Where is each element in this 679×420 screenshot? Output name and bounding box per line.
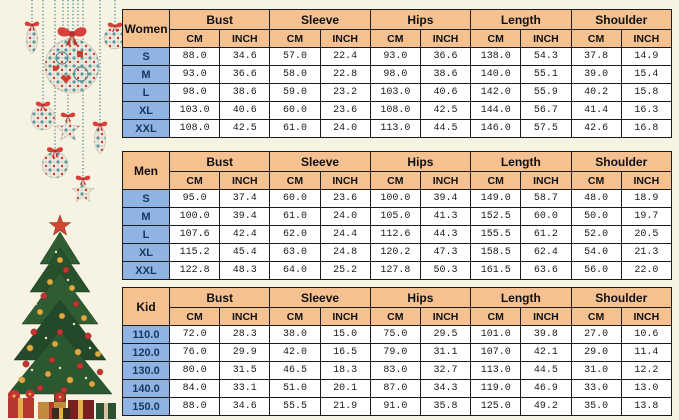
unit-header: INCH xyxy=(420,172,470,190)
value-cell: 107.6 xyxy=(170,226,220,244)
value-cell: 57.0 xyxy=(270,48,320,66)
value-cell: 103.0 xyxy=(370,84,420,102)
table-row xyxy=(123,380,672,398)
value-cell: 38.6 xyxy=(220,84,270,102)
value-cell: 25.2 xyxy=(320,262,370,280)
table-row xyxy=(123,362,672,380)
value-cell: 15.8 xyxy=(621,84,671,102)
value-cell: 122.8 xyxy=(170,262,220,280)
unit-header: INCH xyxy=(220,172,270,190)
value-cell: 158.5 xyxy=(471,244,521,262)
value-cell: 60.0 xyxy=(521,208,571,226)
value-cell: 22.8 xyxy=(320,66,370,84)
unit-header: INCH xyxy=(521,308,571,326)
value-cell: 62.4 xyxy=(521,244,571,262)
unit-header: CM xyxy=(170,172,220,190)
value-cell: 72.0 xyxy=(170,326,220,344)
value-cell: 31.0 xyxy=(571,362,621,380)
value-cell: 113.0 xyxy=(370,120,420,138)
unit-header: INCH xyxy=(621,172,671,190)
value-cell: 23.2 xyxy=(320,84,370,102)
value-cell: 93.0 xyxy=(170,66,220,84)
value-cell: 125.0 xyxy=(471,398,521,416)
unit-header: INCH xyxy=(420,308,470,326)
value-cell: 22.0 xyxy=(621,262,671,280)
value-cell: 100.0 xyxy=(170,208,220,226)
value-cell: 11.4 xyxy=(621,344,671,362)
table-row xyxy=(123,190,672,208)
value-cell: 12.2 xyxy=(621,362,671,380)
value-cell: 63.0 xyxy=(270,244,320,262)
unit-header: CM xyxy=(571,30,621,48)
value-cell: 38.6 xyxy=(420,66,470,84)
value-cell: 35.0 xyxy=(571,398,621,416)
measure-group-header: Bust xyxy=(170,152,270,172)
value-cell: 42.6 xyxy=(571,120,621,138)
size-cell: 150.0 xyxy=(123,398,170,416)
table-row xyxy=(123,226,672,244)
value-cell: 35.8 xyxy=(420,398,470,416)
value-cell: 107.0 xyxy=(471,344,521,362)
value-cell: 149.0 xyxy=(471,190,521,208)
value-cell: 41.3 xyxy=(420,208,470,226)
value-cell: 55.5 xyxy=(270,398,320,416)
value-cell: 39.4 xyxy=(220,208,270,226)
value-cell: 27.0 xyxy=(571,326,621,344)
value-cell: 61.0 xyxy=(270,208,320,226)
value-cell: 142.0 xyxy=(471,84,521,102)
value-cell: 21.3 xyxy=(621,244,671,262)
value-cell: 46.5 xyxy=(270,362,320,380)
value-cell: 48.3 xyxy=(220,262,270,280)
value-cell: 24.0 xyxy=(320,120,370,138)
value-cell: 79.0 xyxy=(370,344,420,362)
value-cell: 95.0 xyxy=(170,190,220,208)
value-cell: 55.9 xyxy=(521,84,571,102)
measure-group-header: Length xyxy=(471,152,571,172)
value-cell: 87.0 xyxy=(370,380,420,398)
value-cell: 41.4 xyxy=(571,102,621,120)
value-cell: 44.5 xyxy=(420,120,470,138)
size-cell: L xyxy=(123,84,170,102)
value-cell: 75.0 xyxy=(370,326,420,344)
size-tables xyxy=(122,0,679,420)
small-bauble-icon xyxy=(104,23,122,49)
measure-group-header: Hips xyxy=(370,10,470,30)
value-cell: 18.9 xyxy=(621,190,671,208)
teardrop-ornament-icon xyxy=(25,22,39,54)
table-header xyxy=(123,152,672,190)
value-cell: 54.0 xyxy=(571,244,621,262)
value-cell: 54.3 xyxy=(521,48,571,66)
measure-group-header: Shoulder xyxy=(571,152,672,172)
teardrop-ornament-icon xyxy=(93,122,107,154)
value-cell: 13.0 xyxy=(621,380,671,398)
value-cell: 59.0 xyxy=(270,84,320,102)
unit-header: INCH xyxy=(621,30,671,48)
value-cell: 40.6 xyxy=(220,102,270,120)
measure-group-header: Sleeve xyxy=(270,288,370,308)
table-row xyxy=(123,262,672,280)
value-cell: 28.3 xyxy=(220,326,270,344)
unit-header: INCH xyxy=(220,308,270,326)
value-cell: 10.6 xyxy=(621,326,671,344)
value-cell: 31.5 xyxy=(220,362,270,380)
table-row xyxy=(123,120,672,138)
value-cell: 88.0 xyxy=(170,398,220,416)
value-cell: 57.5 xyxy=(521,120,571,138)
value-cell: 32.7 xyxy=(420,362,470,380)
value-cell: 152.5 xyxy=(471,208,521,226)
table-row xyxy=(123,208,672,226)
measure-group-header: Shoulder xyxy=(571,10,672,30)
value-cell: 31.1 xyxy=(420,344,470,362)
value-cell: 98.0 xyxy=(370,66,420,84)
table-header xyxy=(123,288,672,326)
value-cell: 52.0 xyxy=(571,226,621,244)
value-cell: 140.0 xyxy=(471,66,521,84)
measure-group-header: Length xyxy=(471,10,571,30)
value-cell: 91.0 xyxy=(370,398,420,416)
size-cell: 120.0 xyxy=(123,344,170,362)
table-row xyxy=(123,102,672,120)
value-cell: 34.6 xyxy=(220,48,270,66)
value-cell: 24.0 xyxy=(320,208,370,226)
size-cell: M xyxy=(123,208,170,226)
value-cell: 61.0 xyxy=(270,120,320,138)
value-cell: 37.4 xyxy=(220,190,270,208)
value-cell: 44.5 xyxy=(521,362,571,380)
value-cell: 64.0 xyxy=(270,262,320,280)
value-cell: 50.0 xyxy=(571,208,621,226)
value-cell: 144.0 xyxy=(471,102,521,120)
unit-header: CM xyxy=(370,172,420,190)
value-cell: 120.2 xyxy=(370,244,420,262)
size-cell: 130.0 xyxy=(123,362,170,380)
group-header-row xyxy=(123,288,672,308)
measure-group-header: Length xyxy=(471,288,571,308)
value-cell: 51.0 xyxy=(270,380,320,398)
value-cell: 58.0 xyxy=(270,66,320,84)
value-cell: 24.4 xyxy=(320,226,370,244)
value-cell: 42.4 xyxy=(220,226,270,244)
value-cell: 44.3 xyxy=(420,226,470,244)
unit-header: CM xyxy=(471,172,521,190)
measure-group-header: Shoulder xyxy=(571,288,672,308)
unit-header: INCH xyxy=(420,30,470,48)
value-cell: 80.0 xyxy=(170,362,220,380)
table-row xyxy=(123,84,672,102)
value-cell: 14.9 xyxy=(621,48,671,66)
size-cell: 110.0 xyxy=(123,326,170,344)
value-cell: 155.5 xyxy=(471,226,521,244)
unit-header-row xyxy=(123,172,672,190)
value-cell: 15.0 xyxy=(320,326,370,344)
value-cell: 42.1 xyxy=(521,344,571,362)
unit-header: CM xyxy=(270,308,320,326)
size-cell: XL xyxy=(123,244,170,262)
value-cell: 39.4 xyxy=(420,190,470,208)
hanging-ornaments-illustration xyxy=(0,0,122,212)
value-cell: 119.0 xyxy=(471,380,521,398)
size-cell: XXL xyxy=(123,120,170,138)
value-cell: 20.1 xyxy=(320,380,370,398)
measure-group-header: Hips xyxy=(370,152,470,172)
value-cell: 16.8 xyxy=(621,120,671,138)
table-title-cell: Kid xyxy=(123,288,170,326)
christmas-decorations xyxy=(0,0,122,420)
value-cell: 37.8 xyxy=(571,48,621,66)
value-cell: 60.0 xyxy=(270,190,320,208)
value-cell: 34.6 xyxy=(220,398,270,416)
value-cell: 49.2 xyxy=(521,398,571,416)
unit-header: CM xyxy=(571,172,621,190)
unit-header: INCH xyxy=(521,30,571,48)
value-cell: 93.0 xyxy=(370,48,420,66)
measure-group-header: Bust xyxy=(170,10,270,30)
value-cell: 19.7 xyxy=(621,208,671,226)
value-cell: 42.5 xyxy=(420,102,470,120)
size-cell: 140.0 xyxy=(123,380,170,398)
value-cell: 40.6 xyxy=(420,84,470,102)
unit-header: INCH xyxy=(521,172,571,190)
value-cell: 105.0 xyxy=(370,208,420,226)
value-cell: 45.4 xyxy=(220,244,270,262)
group-header-row xyxy=(123,10,672,30)
unit-header: INCH xyxy=(621,308,671,326)
unit-header: INCH xyxy=(320,308,370,326)
size-cell: L xyxy=(123,226,170,244)
large-bauble-icon xyxy=(45,27,99,93)
unit-header-row xyxy=(123,308,672,326)
table-row xyxy=(123,398,672,416)
value-cell: 56.7 xyxy=(521,102,571,120)
value-cell: 42.0 xyxy=(270,344,320,362)
size-cell: S xyxy=(123,48,170,66)
size-table-women xyxy=(122,9,672,138)
table-row xyxy=(123,48,672,66)
unit-header: CM xyxy=(370,308,420,326)
value-cell: 113.0 xyxy=(471,362,521,380)
value-cell: 103.0 xyxy=(170,102,220,120)
value-cell: 56.0 xyxy=(571,262,621,280)
group-header-row xyxy=(123,152,672,172)
value-cell: 46.9 xyxy=(521,380,571,398)
size-cell: S xyxy=(123,190,170,208)
round-ornament-icon xyxy=(42,147,68,178)
measure-group-header: Sleeve xyxy=(270,10,370,30)
value-cell: 61.2 xyxy=(521,226,571,244)
value-cell: 29.9 xyxy=(220,344,270,362)
unit-header: CM xyxy=(571,308,621,326)
value-cell: 48.0 xyxy=(571,190,621,208)
value-cell: 16.3 xyxy=(621,102,671,120)
value-cell: 34.3 xyxy=(420,380,470,398)
value-cell: 39.0 xyxy=(571,66,621,84)
round-ornament-icon xyxy=(31,102,55,130)
table-row xyxy=(123,326,672,344)
value-cell: 36.6 xyxy=(220,66,270,84)
value-cell: 161.5 xyxy=(471,262,521,280)
value-cell: 98.0 xyxy=(170,84,220,102)
unit-header: INCH xyxy=(320,172,370,190)
value-cell: 20.5 xyxy=(621,226,671,244)
value-cell: 55.1 xyxy=(521,66,571,84)
value-cell: 38.0 xyxy=(270,326,320,344)
value-cell: 83.0 xyxy=(370,362,420,380)
table-header xyxy=(123,10,672,48)
measure-group-header: Bust xyxy=(170,288,270,308)
value-cell: 60.0 xyxy=(270,102,320,120)
value-cell: 138.0 xyxy=(471,48,521,66)
value-cell: 39.8 xyxy=(521,326,571,344)
unit-header: CM xyxy=(270,30,320,48)
christmas-tree-illustration xyxy=(0,212,122,420)
value-cell: 63.6 xyxy=(521,262,571,280)
size-cell: XXL xyxy=(123,262,170,280)
value-cell: 76.0 xyxy=(170,344,220,362)
value-cell: 29.0 xyxy=(571,344,621,362)
measure-group-header: Hips xyxy=(370,288,470,308)
unit-header: INCH xyxy=(220,30,270,48)
size-cell: XL xyxy=(123,102,170,120)
value-cell: 40.2 xyxy=(571,84,621,102)
value-cell: 101.0 xyxy=(471,326,521,344)
table-row xyxy=(123,244,672,262)
unit-header: CM xyxy=(170,30,220,48)
value-cell: 22.4 xyxy=(320,48,370,66)
value-cell: 58.7 xyxy=(521,190,571,208)
value-cell: 16.5 xyxy=(320,344,370,362)
value-cell: 23.6 xyxy=(320,102,370,120)
value-cell: 84.0 xyxy=(170,380,220,398)
unit-header: CM xyxy=(170,308,220,326)
unit-header: INCH xyxy=(320,30,370,48)
unit-header-row xyxy=(123,30,672,48)
unit-header: CM xyxy=(370,30,420,48)
value-cell: 127.8 xyxy=(370,262,420,280)
value-cell: 15.4 xyxy=(621,66,671,84)
value-cell: 100.0 xyxy=(370,190,420,208)
value-cell: 47.3 xyxy=(420,244,470,262)
value-cell: 50.3 xyxy=(420,262,470,280)
tree-branches xyxy=(8,232,112,394)
value-cell: 112.6 xyxy=(370,226,420,244)
value-cell: 108.0 xyxy=(370,102,420,120)
unit-header: CM xyxy=(471,30,521,48)
value-cell: 29.5 xyxy=(420,326,470,344)
value-cell: 33.0 xyxy=(571,380,621,398)
star-ornament-icon xyxy=(56,113,81,141)
unit-header: CM xyxy=(471,308,521,326)
size-table-kid xyxy=(122,287,672,416)
value-cell: 23.6 xyxy=(320,190,370,208)
table-row xyxy=(123,66,672,84)
unit-header: CM xyxy=(270,172,320,190)
table-title-cell: Women xyxy=(123,10,170,48)
value-cell: 146.0 xyxy=(471,120,521,138)
table-row xyxy=(123,344,672,362)
value-cell: 21.9 xyxy=(320,398,370,416)
value-cell: 13.8 xyxy=(621,398,671,416)
value-cell: 42.5 xyxy=(220,120,270,138)
value-cell: 24.8 xyxy=(320,244,370,262)
size-cell: M xyxy=(123,66,170,84)
star-ornament-icon xyxy=(72,176,95,202)
size-table-men xyxy=(122,151,672,280)
value-cell: 108.0 xyxy=(170,120,220,138)
value-cell: 36.6 xyxy=(420,48,470,66)
value-cell: 62.0 xyxy=(270,226,320,244)
value-cell: 18.3 xyxy=(320,362,370,380)
measure-group-header: Sleeve xyxy=(270,152,370,172)
value-cell: 33.1 xyxy=(220,380,270,398)
value-cell: 115.2 xyxy=(170,244,220,262)
table-title-cell: Men xyxy=(123,152,170,190)
value-cell: 88.0 xyxy=(170,48,220,66)
